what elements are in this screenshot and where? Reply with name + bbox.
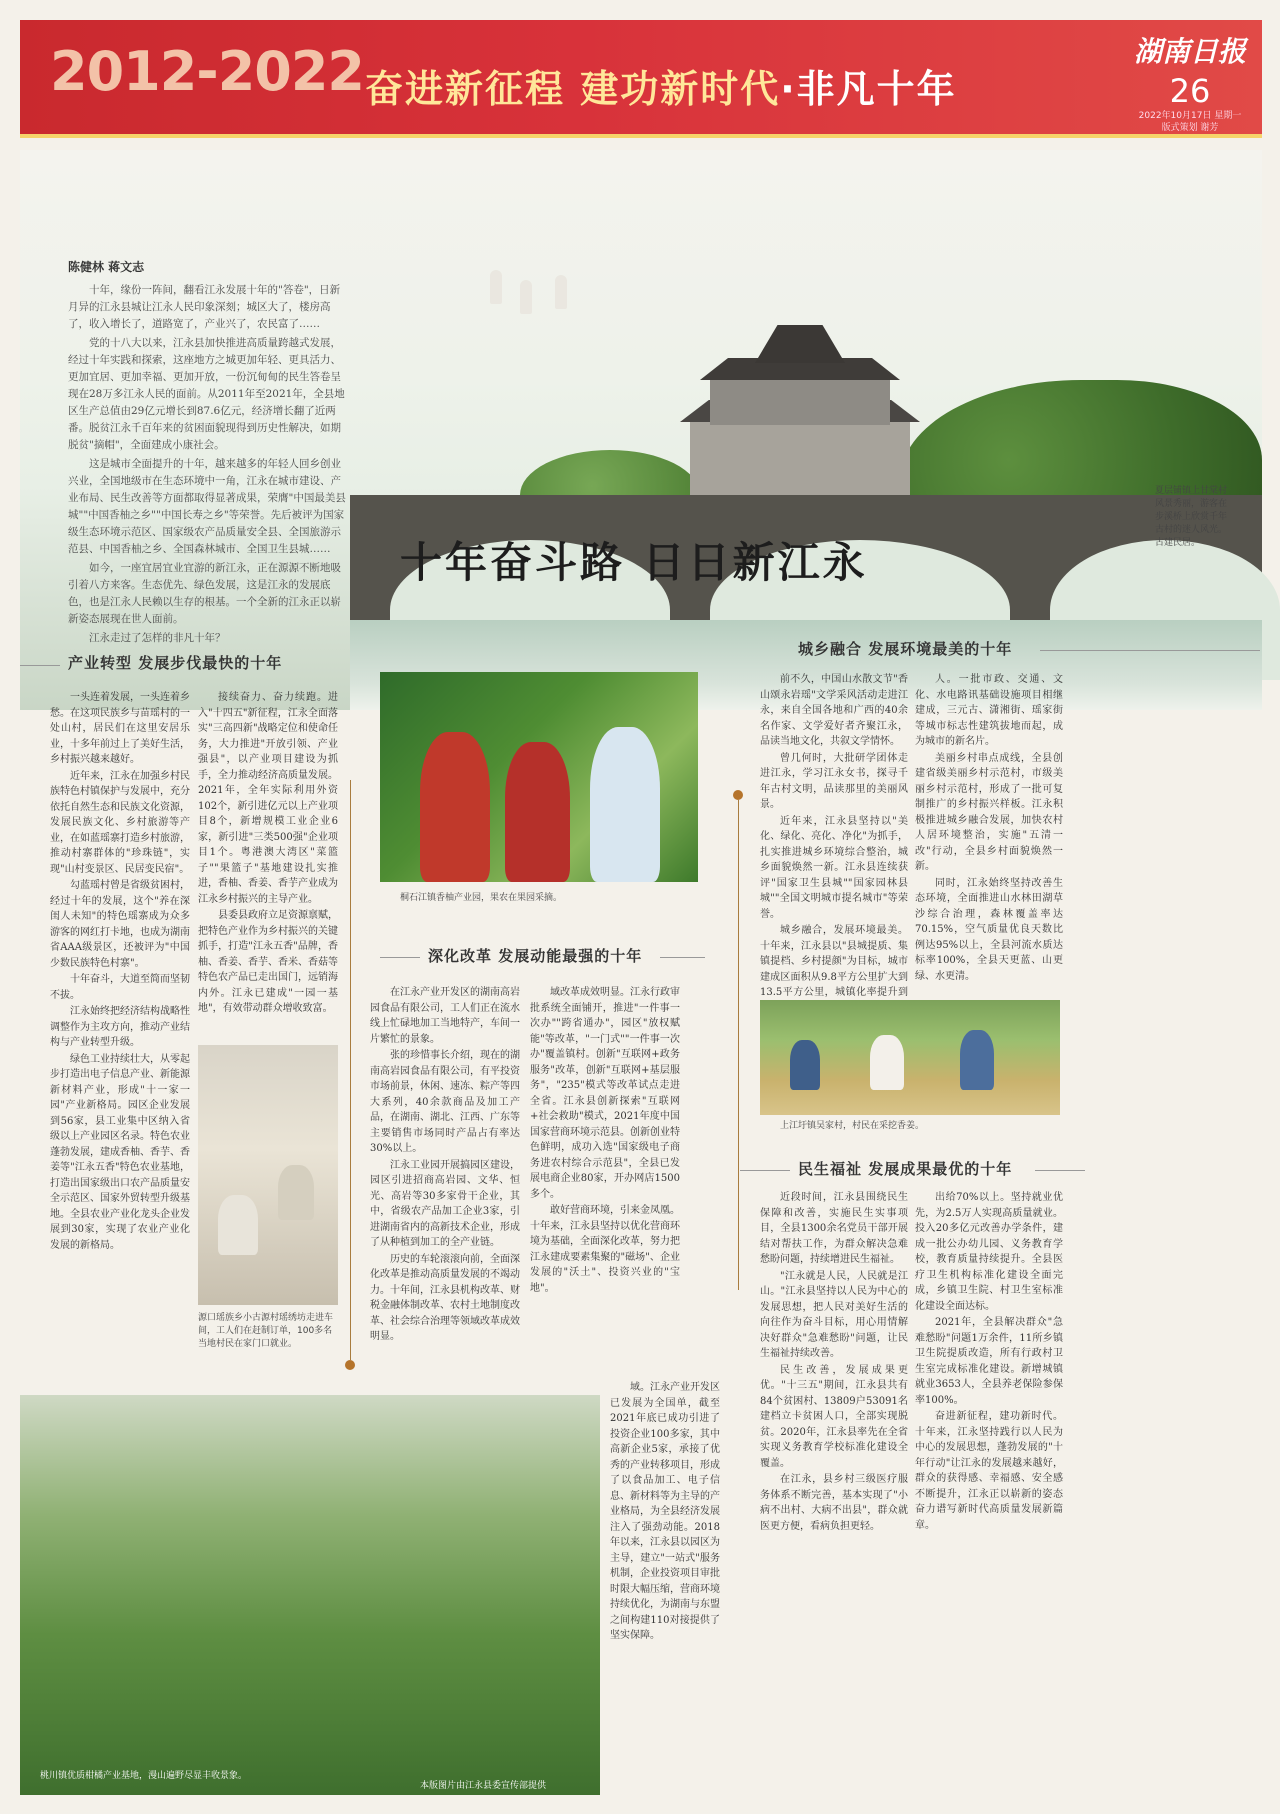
- paragraph: 江永工业园开展搞园区建设，园区引进招商高岩园、文华、恒光、高岩等30多家骨干企业，其中，省级农产品加工企业3家，引进湖南省内的高新技术企业，形成了从种植到加工的全产业链。: [370, 1159, 520, 1248]
- paragraph: 十年奋斗，大道至简而坚韧不拔。: [50, 974, 190, 1001]
- woman-figure: [590, 727, 660, 882]
- paragraph: 出给70%以上。坚持就业优先，为2.5万人实现高质量就业。投入20多亿元改善办学条件，建成一批公办幼儿园、义务教育学校，教育质量持续提升。全县医疗卫生机构标准化建设全面完成，乡镇卫生院、村卫生室标准化建设全面达标。: [915, 1192, 1063, 1312]
- divider: [1040, 650, 1260, 651]
- factory-photo: [198, 1045, 338, 1305]
- hero-intro: [68, 282, 348, 649]
- page-title: 十年奋斗路 日日新江永: [400, 538, 868, 587]
- column-rule: [350, 780, 351, 1360]
- paragraph: 曾几何时，大批研学团体走进江永，学习江永女书，探寻千年古村文明，品读那里的美丽风景。: [760, 752, 908, 810]
- paragraph: 勾蓝瑶村曾是省级贫困村，经过十年的发展，这个"养在深闺人未知"的特色瑶寨成为众多游客的网红打卡地，也成为湖南省AAA级景区，还被评为"中国少数民族特色村寨"。: [50, 880, 190, 969]
- tourist: [555, 275, 567, 309]
- paragraph: 绿色工业持续壮大，从零起步打造出电子信息产业、新能源新材料产业，形成"十一家一园"产业新格局。园区企业发展到56家，县工业集中区纳入省级以上产业园区名录。特色农业蓬勃发展，建成香柚、香芋、香姜等"江永五香"特色农业基地，打造出国家级出口农产品质量安全示范区、国家外贸转型升级基地。全县农业产业化龙头企业发展到30家，实现了农业产业化发展的新格局。: [50, 1053, 190, 1251]
- aerial-photo-caption: 桃川镇优质柑橘产业基地，漫山遍野尽显丰收景象。: [40, 1771, 248, 1781]
- paragraph: 张的珍惜事长介绍，现在的湖南高岩园食品有限公司，有平投资市场前景，休闲、速冻、粽产等四大系列，40余款商品及加工产品，在湖南、湖北、江西、广东等主要销售市场同时产品占有率达30%以上。: [370, 1050, 520, 1154]
- section-heading-reform: 深化改革 发展动能最强的十年: [428, 947, 643, 965]
- divider: [740, 1170, 790, 1171]
- ginger-photo-caption: 上江圩镇吴家村，村民在采挖香姜。: [780, 1121, 925, 1131]
- byline: 陈健林 蒋文志: [68, 260, 145, 274]
- paragraph: 接续奋力、奋力续跑。进入"十四五"新征程，江永全面落实"三高四新"战略定位和使命任务，大力推进"开放引领、产业强县"，以产业项目建设为抓手，全力推动经济高质量发展。2021年，全年实际利用外资102个，新引进亿元以上产业项目8个，新增规模工业企业6家，新引进"三类500强"企业项目1个。粤港澳大湾区"菜篮子""果篮子"基地建设扎实推进，香柚、香姜、香芋产业成为江永乡村振兴的主导产业。: [198, 692, 338, 905]
- paragraph: 县委县政府立足资源禀赋，把特色产业作为乡村振兴的关键抓手，打造"江永五香"品牌，香柚、香姜、香芋、香米、香菇等特色农产品已走出国门，远销海内外。江永已建成"一园一基地"，有效带动群众增收致富。: [198, 910, 338, 1014]
- urban-column-2: [915, 672, 1063, 982]
- divider-dot: [345, 1360, 355, 1370]
- divider-dot: [733, 790, 743, 800]
- factory-photo-caption: 源口瑶族乡小古源村瑶绣坊走进车间，工人们在赶制订单，100多名当地村民在家门口就业。: [198, 1313, 334, 1349]
- pomelo-photo-caption: 桐石江镇香柚产业园，果农在果园采摘。: [400, 893, 563, 903]
- issue-date: 2022年10月17日 星期一: [1138, 111, 1242, 121]
- paragraph: 前不久，中国山水散文节"香山颂永岩瑶"文学采风活动走进江永，来自全国各地和广西的40余名作家、文学爱好者齐聚江永，品读当地文化，共叙文学情怀。: [760, 674, 908, 747]
- tourist: [490, 270, 502, 304]
- villager: [870, 1035, 904, 1090]
- slogan: [365, 58, 957, 113]
- paragraph: 近段时间，江永县围绕民生保障和改善，实施民生实事项目，全县1300余名党员干部开展结对帮扶工作，为群众解决急难愁盼问题，持续增进民生福祉。: [760, 1192, 908, 1265]
- worker: [218, 1195, 258, 1255]
- urban-column-1: [760, 672, 908, 998]
- pomelo-photo: [380, 672, 698, 882]
- woman-figure: [420, 732, 490, 882]
- section-heading-industry: 产业转型 发展步伐最快的十年: [68, 654, 283, 672]
- villager: [960, 1030, 994, 1090]
- header-banner: [20, 20, 1262, 138]
- paragraph: 2021年，全县解决群众"急难愁盼"问题1万余件，11所乡镇卫生院提质改造，所有行政村卫生室完成标准化建设。新增城镇就业3653人，全县养老保险参保率100%。: [915, 1317, 1063, 1406]
- section-heading-urban: 城乡融合 发展环境最美的十年: [798, 640, 1013, 658]
- intro-paragraph: 十年，缘份一阵间，翻看江永发展十年的"答卷"，日新月异的江永县城让江永人民印象深刻；城区大了，楼房高了，收入增长了，道路宽了，产业兴了，农民富了……: [68, 284, 341, 330]
- divider: [660, 957, 705, 958]
- woman-figure: [505, 742, 570, 882]
- industry-column-2: [198, 690, 338, 1035]
- intro-paragraph: 这是城市全面提升的十年，越来越多的年轻人回乡创业兴业，全国地级市在生态环境中一角，江永在城市建设、产业布局、民生改善等方面都取得显著成果，荣膺"中国最美县城""中国香柚之乡""中国长寿之乡"等荣誉。先后被评为国家级生态环境示范区、国家级农产品质量安全县、全国旅游示范县、中国香柚之乡、全国森林城市、全国卫生县城……: [68, 458, 346, 555]
- paragraph: 在江永，县乡村三级医疗服务体系不断完善，基本实现了"小病不出村、大病不出县"，群众就医更方便，看病负担更轻。: [760, 1474, 908, 1532]
- reform-column-2: [530, 985, 680, 1375]
- tower-top: [755, 325, 845, 363]
- paragraph: 奋进新征程，建功新时代。十年来，江永坚持践行以人民为中心的发展思想，蓬勃发展的"十年行动"让江永的发展越来越好，群众的获得感、幸福感、安全感不断提升，江永正以崭新的姿态奋力谱写新时代高质量发展新篇章。: [915, 1411, 1063, 1531]
- paragraph: 人。一批市政、交通、文化、水电路讯基础设施项目相继建成，三元古、潇湘街、瑶家街等城市标志性建筑拔地而起，成为城市的新名片。: [915, 674, 1063, 747]
- ginger-field-photo: [760, 1000, 1060, 1115]
- photo-credit: 本版图片由江永县委宣传部提供: [420, 1781, 547, 1791]
- villager: [790, 1040, 820, 1090]
- paragraph: 江永始终把经济结构战略性调整作为主攻方向，推动产业结构与产业转型升级。: [50, 1006, 190, 1048]
- divider: [20, 665, 60, 666]
- paragraph: 敢好营商环境，引来金凤凰。十年来，江永县坚持以优化营商环境为基础，全面深化改革，努力把江永建成要素集聚的"磁场"、企业发展的"沃土"、投资兴业的"宝地"。: [530, 1205, 680, 1294]
- column-rule: [738, 800, 739, 1290]
- section-heading-livelihood: 民生福祉 发展成果最优的十年: [798, 1160, 1013, 1178]
- paragraph: 美丽乡村串点成线，全县创建省级美丽乡村示范村，市级美丽乡村示范村，形成了一批可复制推广的乡村振兴样板。江永积极推进城乡融合发展，加快农村人居环境整治，实施"五清一改"行动，全县乡村面貌焕然一新。: [915, 752, 1063, 872]
- intro-paragraph: 如今，一座宜居宜业宜游的新江永，正在源源不断地吸引着八方来客。生态优先、绿色发展，这是江永的发展底色，也是江永人民赖以生存的根基。一个全新的江永正以崭新姿态展现在世人面前。: [68, 562, 341, 625]
- reform-column-1: [370, 985, 520, 1375]
- paragraph: 在江永产业开发区的湖南高岩园食品有限公司，工人们正在流水线上忙碌地加工当地特产，车间一片繁忙的景象。: [370, 987, 520, 1045]
- intro-paragraph: 江永走过了怎样的非凡十年？: [89, 632, 226, 644]
- tower-mid: [710, 375, 890, 425]
- slogan-main: 奋进新征程 建功新时代: [365, 67, 781, 111]
- slogan-sub: ·非凡十年: [780, 67, 957, 111]
- paragraph: 民生改善，发展成果更优。"十三五"期间，江永县共有84个贫困村、13809户53091名建档立卡贫困人口，全部实现脱贫。2020年，江永县率先在全省实现义务教育学校标准化建设全覆盖。: [760, 1364, 908, 1469]
- livelihood-column-2: [915, 1190, 1063, 1780]
- paragraph: 域。江永产业开发区已发展为全国单，截至2021年底已成功引进了投资企业100多家，其中高新企业5家，承接了优秀的产业转移项目，形成了以食品加工、电子信息、新材料等为主导的产业格局，为全县经济发展注入了强劲动能。2018年以来，江永县以园区为主导，建立"一站式"服务机制，企业投资项目审批时限大幅压缩，营商环境持续优化，为湖南与东盟之间构建110对接提供了坚实保障。: [610, 1382, 720, 1641]
- divider: [1035, 1170, 1085, 1171]
- industry-column-1: [50, 690, 190, 1510]
- paper-logo: 湖南日报: [1133, 35, 1246, 68]
- years-label: 2012-2022: [50, 40, 364, 103]
- paragraph: "江永就是人民，人民就是江山。"江永县坚持以人民为中心的发展思想，把人民对美好生活的向往作为奋斗目标，用心用情解决好群众"急难愁盼"问题，让民生福祉持续改善。: [760, 1270, 908, 1359]
- paragraph: 同时，江永始终坚持改善生态环境，全面推进山水林田湖草沙综合治理，森林覆盖率达70.15%，空气质量优良天数比例达95%以上，全县河流水质达标率100%，全县天更蓝、山更绿、水更清。: [915, 877, 1063, 982]
- paragraph: 城乡融合，发展环境最美。十年来，江永县以"县城提质、集镇提档、乡村提颜"为目标，城市建成区面积从9.8平方公里扩大到13.5平方公里，城镇化率提升到: [760, 925, 908, 998]
- page-number: 26: [1169, 72, 1211, 110]
- page-editor: 版式策划 谢芳: [1161, 123, 1219, 133]
- divider: [380, 957, 420, 958]
- paragraph: 历史的车轮滚滚向前，全面深化改革是推动高质量发展的不竭动力。十年间，江永县机构改革、财税金融体制改革、农村土地制度改革、社会综合治理等领域改革成效明显。: [370, 1253, 520, 1342]
- paragraph: 域改革成效明显。江永行政审批系统全面铺开，推进"一件事一次办""跨省通办"，园区"放权赋能"等改革，"一门式""一件事一次办"覆盖镇村。创新"互联网+政务服务"改革，创新"互联网+基层服务"，"235"模式等改革试点走进全省。江永县创新探索"互联网+社会救助"模式，2021年度中国国家营商环境示范县。创新创业特色鲜明，成功入选"国家级电子商务进农村综合示范县"，全县已发展电商企业80家，开办网店1500多个。: [530, 987, 680, 1200]
- reform-column-3: [610, 1380, 720, 1700]
- worker: [278, 1165, 314, 1220]
- paragraph: 近年来，江永县坚持以"美化、绿化、亮化、净化"为抓手，扎实推进城乡环境综合整治，城乡面貌焕然一新。江永县连续获评"国家卫生县城""国家园林县城""全国文明城市提名城市"等荣誉。: [760, 815, 908, 920]
- paragraph: 近年来，江永在加强乡村民族特色村镇保护与发展中，充分依托自然生态和民族文化资源，发展民族文化、乡村旅游等产业，在如蓝瑶寨打造乡村旅游，推动村寨群体的"珍珠链"，实现"山村变景区、民居变民宿"。: [50, 770, 190, 875]
- intro-paragraph: 党的十八大以来，江永县加快推进高质量跨越式发展，经过十年实践和探索，这座地方之城更加年轻、更具活力、更加宜居、更加幸福、更加开放，一份沉甸甸的民生答卷呈现在28万多江永人民的面前。从2011年至2021年，全县地区生产总值由29亿元增长到87.6亿元，经济增长翻了近两番。脱贫江永千百年来的贫困面貌现得到历史性解决，如期脱贫"摘帽"，全面建成小康社会。: [68, 337, 345, 451]
- aerial-orchard-photo: [20, 1395, 600, 1795]
- paragraph: 一头连着发展，一头连着乡愁。在这项民族乡与苗瑶村的一处山村，居民们在这里安居乐业，十多年前过上了美好生活，乡村振兴越来越好。: [50, 692, 190, 765]
- livelihood-column-1: [760, 1190, 908, 1780]
- hero-caption: 夏层铺镇上甘棠村风景秀丽，游客在步溪桥上欣赏千年古村的迷人风光。古建民居。: [1155, 486, 1228, 548]
- masthead: [1120, 20, 1260, 138]
- tourist: [520, 280, 532, 314]
